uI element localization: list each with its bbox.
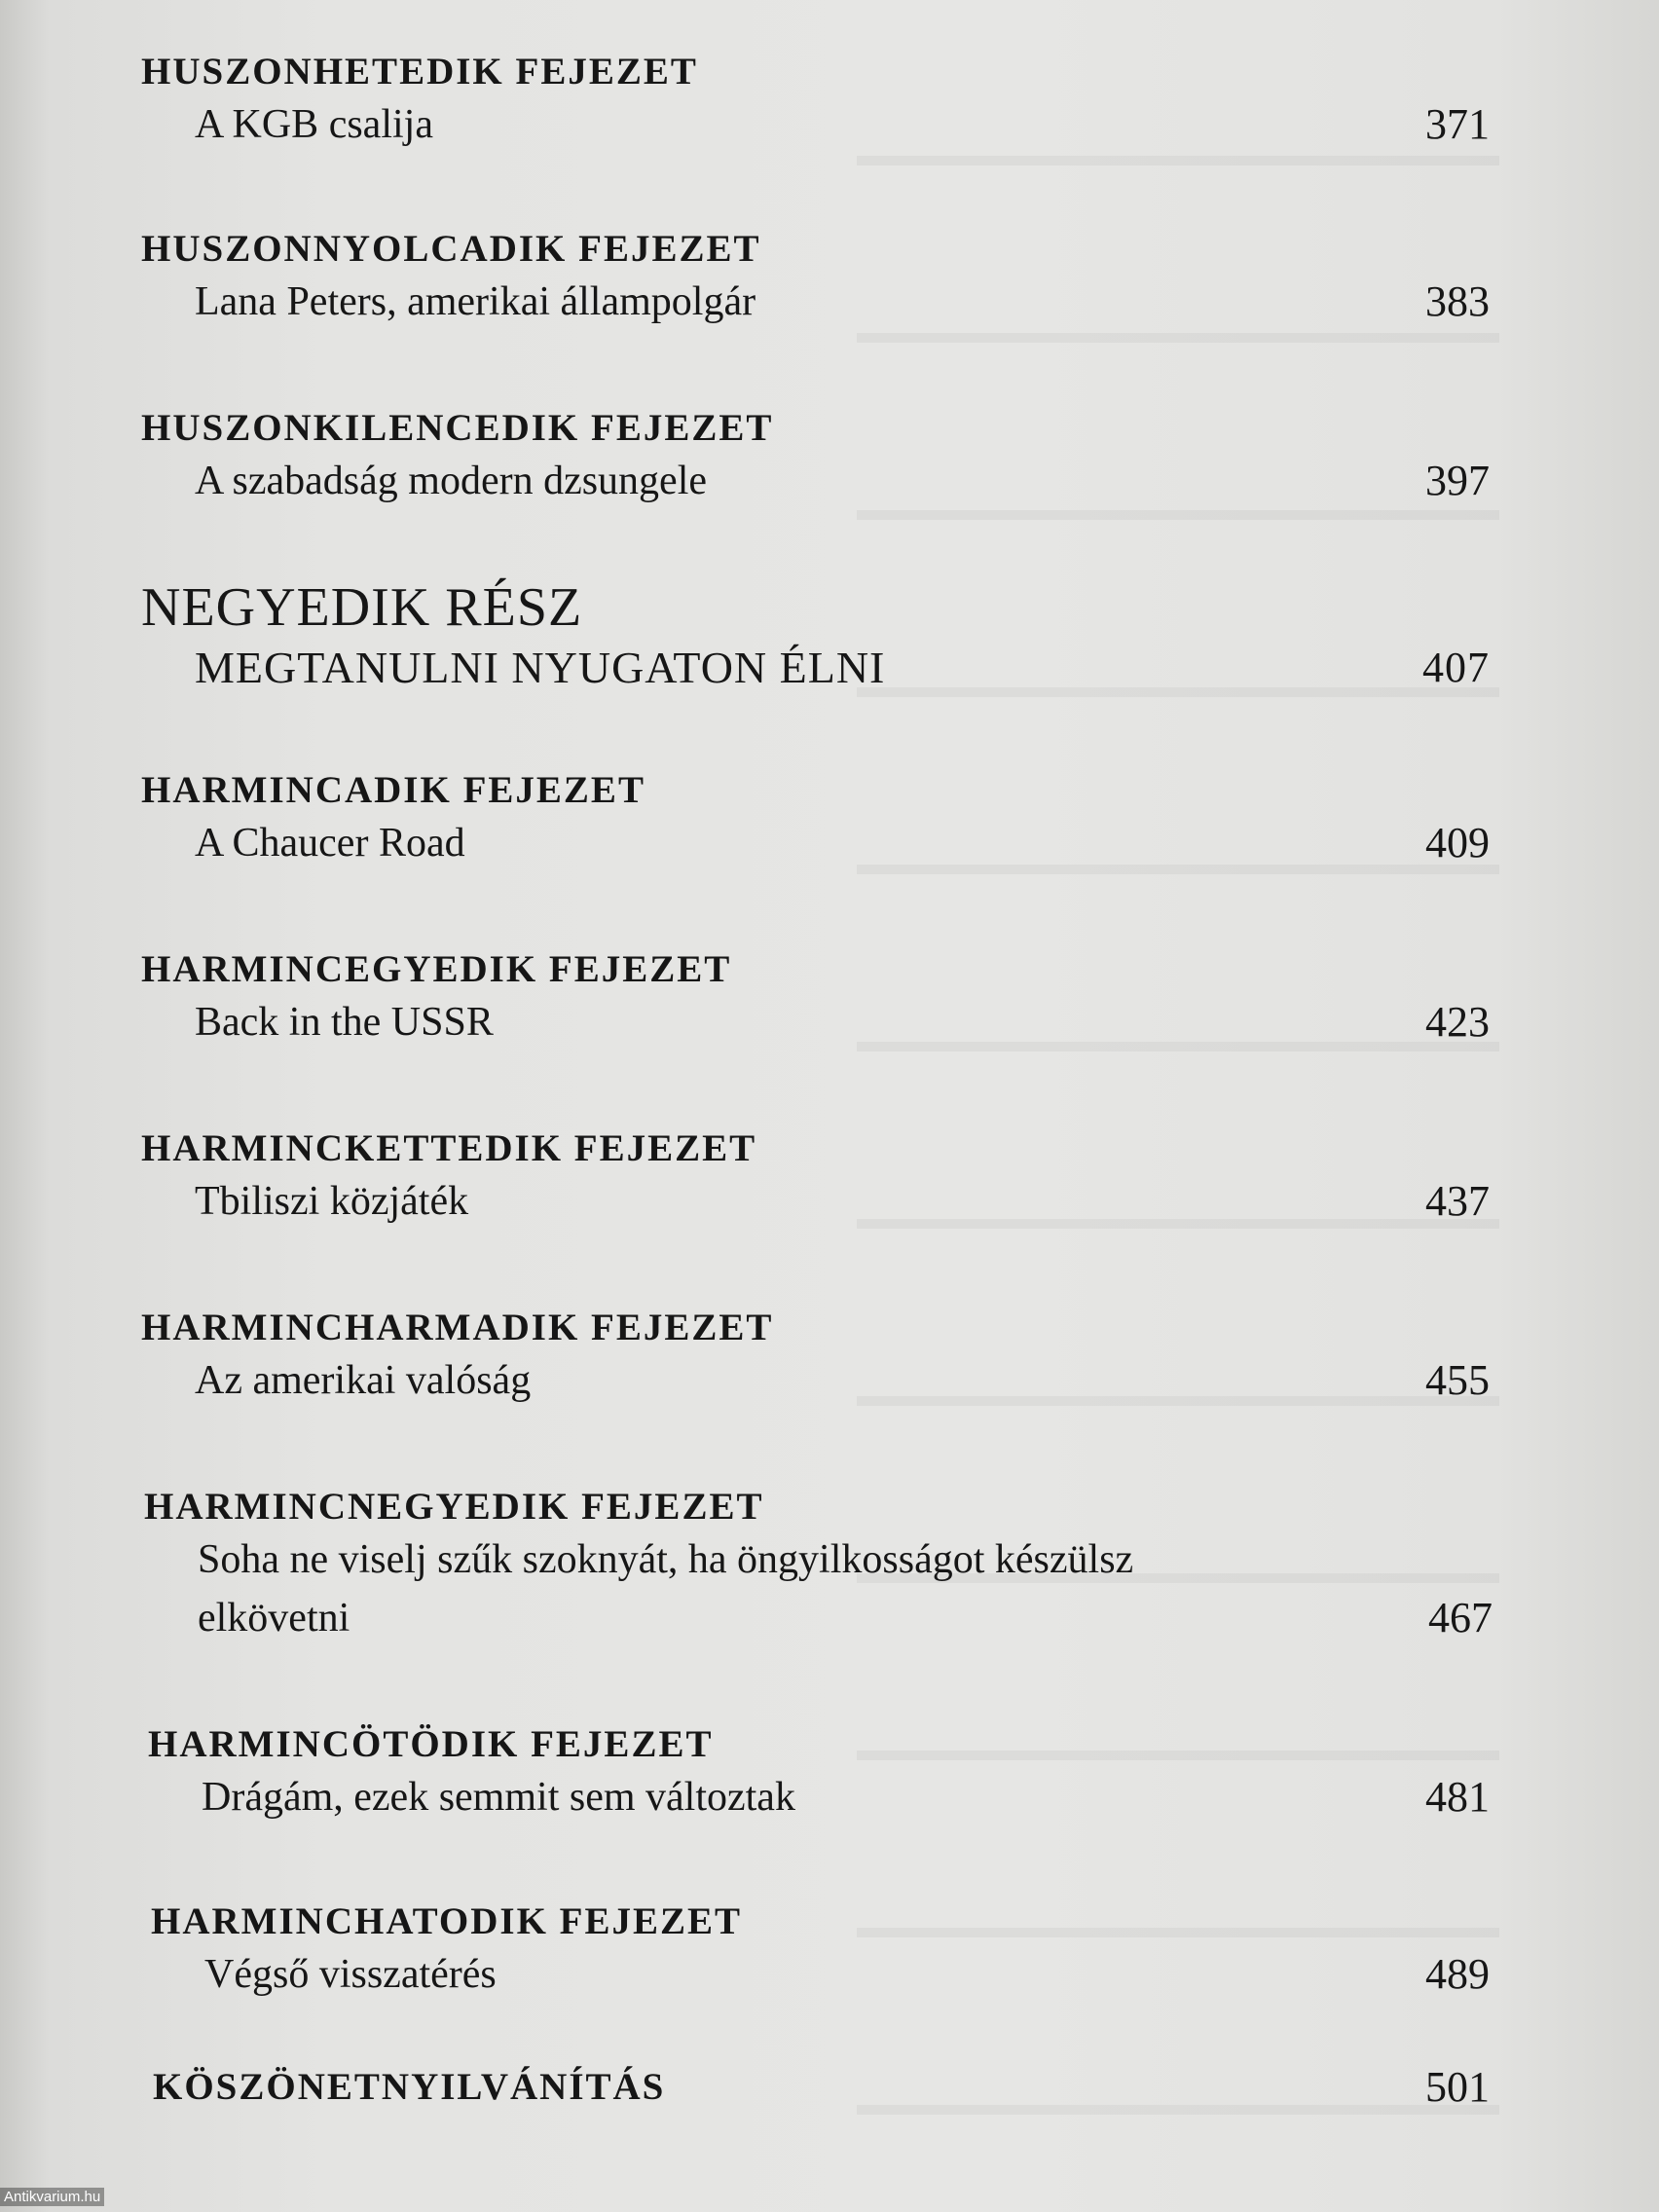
chapter-title-row (141, 452, 1490, 510)
chapter-title: A Chaucer Road (195, 821, 465, 866)
chapter-title-row (141, 95, 1490, 154)
page-number: 481 (1425, 1773, 1490, 1821)
page-number: 409 (1425, 819, 1490, 866)
part-heading: NEGYEDIK RÉSZ (141, 577, 583, 638)
acknowledgements-title: KÖSZÖNETNYILVÁNÍTÁS (153, 2066, 666, 2108)
toc-entry (144, 1484, 1493, 1647)
chapter-title: Soha ne viselj szűk szoknyát, ha öngyilkosságot készülsz elkövetni (198, 1537, 1134, 1641)
chapter-heading: HUSZONNYOLCADIK FEJEZET (141, 228, 761, 270)
chapter-title: Tbiliszi közjáték (195, 1179, 469, 1224)
part-title-row (141, 639, 1490, 697)
chapter-heading: HARMINCHARMADIK FEJEZET (141, 1307, 774, 1348)
chapter-heading: HARMINCADIK FEJEZET (141, 769, 645, 811)
chapter-title: Lana Peters, amerikai állampolgár (195, 279, 756, 324)
chapter-heading: HARMINCEGYEDIK FEJEZET (141, 948, 732, 990)
chapter-title-row (141, 814, 1490, 872)
page-number: 371 (1425, 100, 1490, 148)
chapter-title-row (141, 1172, 1490, 1231)
chapter-title-row (141, 273, 1490, 331)
chapter-heading: HARMINCÖTÖDIK FEJEZET (148, 1723, 714, 1765)
toc-entry (141, 767, 1490, 872)
chapter-title-row (151, 1945, 1490, 2004)
toc-entry (148, 1721, 1490, 1826)
toc-entry (141, 946, 1490, 1051)
chapter-heading: HARMINCKETTEDIK FEJEZET (141, 1127, 757, 1169)
bleed-through-shadow (857, 39, 1499, 2142)
toc-entry (141, 1125, 1490, 1231)
chapter-title: Back in the USSR (195, 1000, 494, 1045)
part-title: MEGTANULNI NYUGATON ÉLNI (195, 643, 886, 692)
page-number: 455 (1425, 1356, 1490, 1404)
chapter-heading: HARMINCHATODIK FEJEZET (151, 1900, 743, 1942)
chapter-title: A szabadság modern dzsungele (195, 459, 708, 503)
chapter-heading: HARMINCNEGYEDIK FEJEZET (144, 1486, 764, 1528)
toc-entry-acknowledgements (153, 2064, 1490, 2111)
toc-part-entry (141, 576, 1490, 697)
page-number: 467 (1428, 1594, 1493, 1641)
toc-entry (141, 49, 1490, 154)
chapter-title-row (141, 993, 1490, 1051)
page-number: 501 (1425, 2063, 1490, 2111)
toc-entry (151, 1899, 1490, 2004)
page-number: 489 (1425, 1950, 1490, 1998)
toc-entry (141, 1305, 1490, 1410)
page-number: 383 (1425, 277, 1490, 325)
acknowledgements-heading (153, 2064, 1490, 2111)
chapter-heading: HUSZONHETEDIK FEJEZET (141, 51, 698, 92)
chapter-title-row (141, 1351, 1490, 1410)
chapter-title-row (144, 1530, 1493, 1647)
chapter-title: Drágám, ezek semmit sem változtak (202, 1775, 795, 1820)
chapter-title: A KGB csalija (195, 102, 433, 147)
page-number: 423 (1425, 998, 1490, 1046)
chapter-title: Az amerikai valóság (195, 1358, 532, 1403)
chapter-title: Végső visszatérés (204, 1952, 497, 1997)
page-number: 397 (1425, 457, 1490, 504)
page-number: 407 (1422, 644, 1490, 691)
toc-entry (141, 405, 1490, 510)
watermark-text: Antikvarium.hu (0, 2188, 104, 2206)
toc-entry (141, 226, 1490, 331)
chapter-title-row (148, 1768, 1490, 1826)
page-number: 437 (1425, 1177, 1490, 1225)
chapter-heading: HUSZONKILENCEDIK FEJEZET (141, 407, 774, 449)
